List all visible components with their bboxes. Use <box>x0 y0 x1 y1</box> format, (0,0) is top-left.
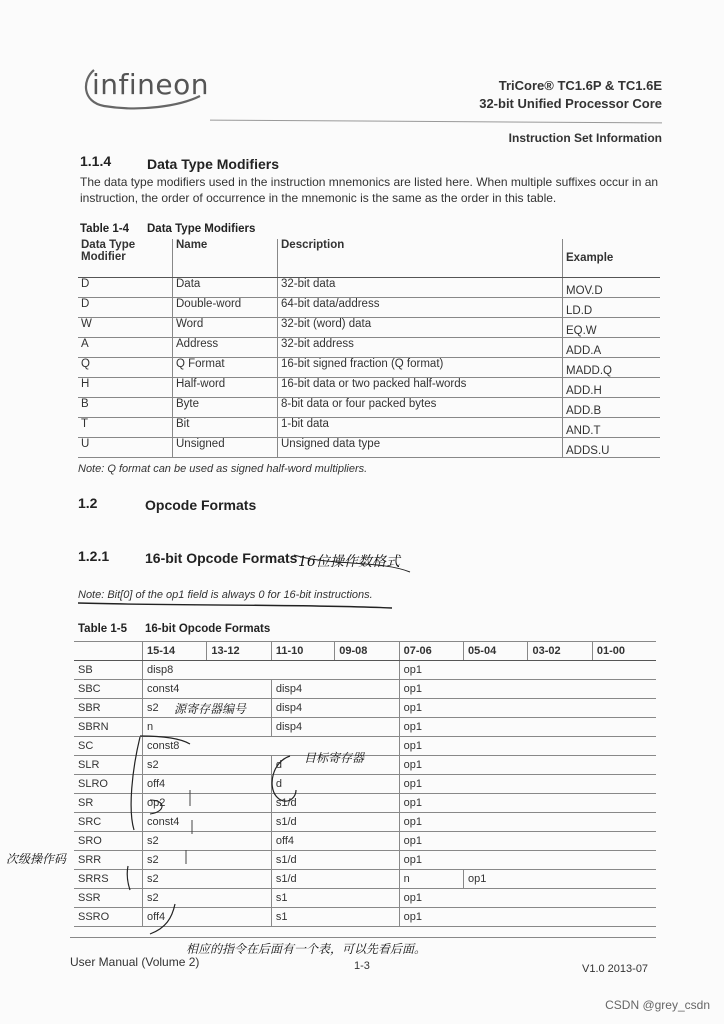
table-row <box>74 699 656 718</box>
cell-modifier: Q <box>78 358 173 378</box>
cell-field: disp4 <box>271 699 399 718</box>
table-row <box>78 378 660 398</box>
cell-field: op1 <box>399 680 656 699</box>
cell-name: Address <box>173 338 278 358</box>
cell-field: s1/d <box>271 794 399 813</box>
cell-field: const4 <box>143 813 272 832</box>
watermark: CSDN @grey_csdn <box>605 998 710 1012</box>
table-row <box>74 870 656 889</box>
cell-description: 16-bit signed fraction (Q format) <box>278 358 563 378</box>
table-row <box>74 794 656 813</box>
footer-rule <box>70 937 656 938</box>
col-header-bits: 13-12 <box>207 642 271 661</box>
cell-format-name: SR <box>74 794 143 813</box>
cell-format-name: SBR <box>74 699 143 718</box>
cell-format-name: SBC <box>74 680 143 699</box>
cell-field: op1 <box>399 832 656 851</box>
col-header-bits: 15-14 <box>143 642 207 661</box>
cell-field: disp4 <box>271 680 399 699</box>
table-row <box>74 908 656 927</box>
heading-number-121: 1.2.1 <box>78 548 110 564</box>
table-row <box>74 737 656 756</box>
cell-format-name: SRC <box>74 813 143 832</box>
data-type-modifiers-table <box>78 239 660 458</box>
cell-field: s1/d <box>271 851 399 870</box>
cell-field: const8 <box>143 737 400 756</box>
logo-text: infineon <box>92 68 210 101</box>
cell-example: MOV.D <box>563 278 661 298</box>
cell-example: ADD.H <box>563 378 661 398</box>
heading-opcode-formats: Opcode Formats <box>145 497 257 513</box>
table-row <box>78 278 660 298</box>
handwritten-bottom-note: 相应的指令在后面有一个表，可以先看后面。 <box>186 942 427 956</box>
cell-example: ADDS.U <box>563 438 661 458</box>
cell-example: LD.D <box>563 298 661 318</box>
cell-field: d <box>271 775 399 794</box>
heading-number-12: 1.2 <box>78 495 98 511</box>
product-name: TriCore® TC1.6P & TC1.6E <box>498 78 662 93</box>
footer-page-number: 1-3 <box>354 960 370 972</box>
cell-format-name: SRR <box>74 851 143 870</box>
cell-field: op1 <box>464 870 656 889</box>
handwritten-left-note: 次级操作码 <box>6 852 67 866</box>
heading-16bit-opcode-formats: 16-bit Opcode Formats <box>145 550 298 566</box>
cell-field: op1 <box>399 737 656 756</box>
cell-field: s1 <box>271 889 399 908</box>
q-format-note: Note: Q format can be used as signed half-word multipliers. <box>78 463 368 475</box>
col-header-description: Description <box>278 239 563 278</box>
col-header-modifier: Data Type Modifier <box>78 239 173 278</box>
handwritten-title-note: 16位操作数格式 <box>298 554 400 570</box>
table-row <box>74 775 656 794</box>
col-header-format <box>74 642 143 661</box>
table-header-row <box>78 239 660 278</box>
cell-field: op1 <box>399 794 656 813</box>
table-row <box>78 418 660 438</box>
cell-example: MADD.Q <box>563 358 661 378</box>
col-header-example: Example <box>563 239 661 278</box>
cell-field: off4 <box>143 775 272 794</box>
table-row <box>74 889 656 908</box>
cell-field: const4 <box>143 680 272 699</box>
table-caption-title: Data Type Modifiers <box>147 223 256 235</box>
cell-modifier: D <box>78 298 173 318</box>
cell-description: 1-bit data <box>278 418 563 438</box>
table-1-5-caption <box>78 623 288 635</box>
table-row <box>78 338 660 358</box>
cell-modifier: T <box>78 418 173 438</box>
table-row <box>74 832 656 851</box>
cell-field: op2 <box>143 794 272 813</box>
cell-field: s1/d <box>271 813 399 832</box>
heading-data-type-modifiers: Data Type Modifiers <box>147 156 279 172</box>
col-header-bits: 11-10 <box>271 642 334 661</box>
table-row <box>74 718 656 737</box>
opcode-formats-table <box>74 641 656 927</box>
table-row <box>74 680 656 699</box>
cell-modifier: D <box>78 278 173 298</box>
cell-example: ADD.B <box>563 398 661 418</box>
col-header-bits: 09-08 <box>335 642 399 661</box>
cell-example: ADD.A <box>563 338 661 358</box>
table-row <box>78 398 660 418</box>
cell-field: s2 <box>143 756 272 775</box>
cell-name: Half-word <box>173 378 278 398</box>
cell-example: EQ.W <box>563 318 661 338</box>
cell-field: n <box>143 718 272 737</box>
cell-format-name: SRO <box>74 832 143 851</box>
table-row <box>74 756 656 775</box>
col-header-bits: 05-04 <box>464 642 528 661</box>
cell-field: op1 <box>399 851 656 870</box>
cell-description: 32-bit data <box>278 278 563 298</box>
table-row <box>74 851 656 870</box>
cell-name: Double-word <box>173 298 278 318</box>
cell-field: n <box>399 870 463 889</box>
cell-field: disp4 <box>271 718 399 737</box>
table-row <box>78 438 660 458</box>
table-1-4-caption <box>80 223 273 235</box>
cell-name: Unsigned <box>173 438 278 458</box>
cell-field: s1 <box>271 908 399 927</box>
cell-example: AND.T <box>563 418 661 438</box>
cell-format-name: SC <box>74 737 143 756</box>
cell-field: s1/d <box>271 870 399 889</box>
cell-format-name: SBRN <box>74 718 143 737</box>
cell-format-name: SB <box>74 661 143 680</box>
cell-field: s2 <box>143 870 272 889</box>
heading-number-114: 1.1.4 <box>80 153 112 169</box>
cell-modifier: W <box>78 318 173 338</box>
table-header-row <box>74 642 656 661</box>
cell-field: d <box>271 756 399 775</box>
infineon-logo <box>80 62 210 114</box>
table-caption-title: 16-bit Opcode Formats <box>145 623 271 635</box>
cell-format-name: SSR <box>74 889 143 908</box>
intro-paragraph: The data type modifiers used in the instruction mnemonics are listed here. When multiple suffixes occur in an instruction, the order of occurrence in the mnemonic is the same as the order in this table. <box>80 175 659 205</box>
cell-description: Unsigned data type <box>278 438 563 458</box>
cell-name: Byte <box>173 398 278 418</box>
header-rule <box>210 120 662 124</box>
cell-field: op1 <box>399 813 656 832</box>
handwritten-sbr-note: 源寄存器编号 <box>174 702 247 716</box>
cell-description: 64-bit data/address <box>278 298 563 318</box>
cell-modifier: H <box>78 378 173 398</box>
section-header: Instruction Set Information <box>508 131 662 145</box>
footer-version: V1.0 2013-07 <box>582 963 649 975</box>
product-subtitle: 32-bit Unified Processor Core <box>479 96 662 111</box>
cell-field: op1 <box>399 756 656 775</box>
cell-modifier: A <box>78 338 173 358</box>
cell-field: s2 <box>143 699 272 718</box>
footer-manual-name: User Manual (Volume 2) <box>70 955 200 969</box>
cell-format-name: SLR <box>74 756 143 775</box>
cell-name: Bit <box>173 418 278 438</box>
cell-field: op1 <box>399 889 656 908</box>
cell-field: off4 <box>143 908 272 927</box>
cell-format-name: SLRO <box>74 775 143 794</box>
table-row <box>78 298 660 318</box>
table-row <box>74 813 656 832</box>
cell-field: op1 <box>399 908 656 927</box>
cell-field: op1 <box>399 699 656 718</box>
table-caption-number: Table 1-4 <box>80 223 129 235</box>
document-header <box>479 77 662 113</box>
table-caption-number: Table 1-5 <box>78 623 127 635</box>
cell-field: s2 <box>143 889 272 908</box>
cell-modifier: U <box>78 438 173 458</box>
cell-field: s2 <box>143 832 272 851</box>
cell-name: Data <box>173 278 278 298</box>
table-row <box>78 318 660 338</box>
col-header-name: Name <box>173 239 278 278</box>
cell-name: Q Format <box>173 358 278 378</box>
cell-field: off4 <box>271 832 399 851</box>
cell-description: 16-bit data or two packed half-words <box>278 378 563 398</box>
table-row <box>78 358 660 378</box>
col-header-bits: 03-02 <box>528 642 592 661</box>
cell-format-name: SRRS <box>74 870 143 889</box>
cell-field: op1 <box>399 775 656 794</box>
cell-field: op1 <box>399 718 656 737</box>
col-header-bits: 07-06 <box>399 642 463 661</box>
col-header-bits: 01-00 <box>592 642 656 661</box>
bit0-note: Note: Bit[0] of the op1 field is always 0 for 16-bit instructions. <box>78 589 373 601</box>
cell-name: Word <box>173 318 278 338</box>
cell-description: 8-bit data or four packed bytes <box>278 398 563 418</box>
cell-description: 32-bit (word) data <box>278 318 563 338</box>
cell-format-name: SSRO <box>74 908 143 927</box>
cell-field: disp8 <box>143 661 400 680</box>
cell-modifier: B <box>78 398 173 418</box>
cell-description: 32-bit address <box>278 338 563 358</box>
table-row <box>74 661 656 680</box>
handwritten-slr-note: 目标寄存器 <box>304 751 365 765</box>
cell-field: s2 <box>143 851 272 870</box>
cell-field: op1 <box>399 661 656 680</box>
